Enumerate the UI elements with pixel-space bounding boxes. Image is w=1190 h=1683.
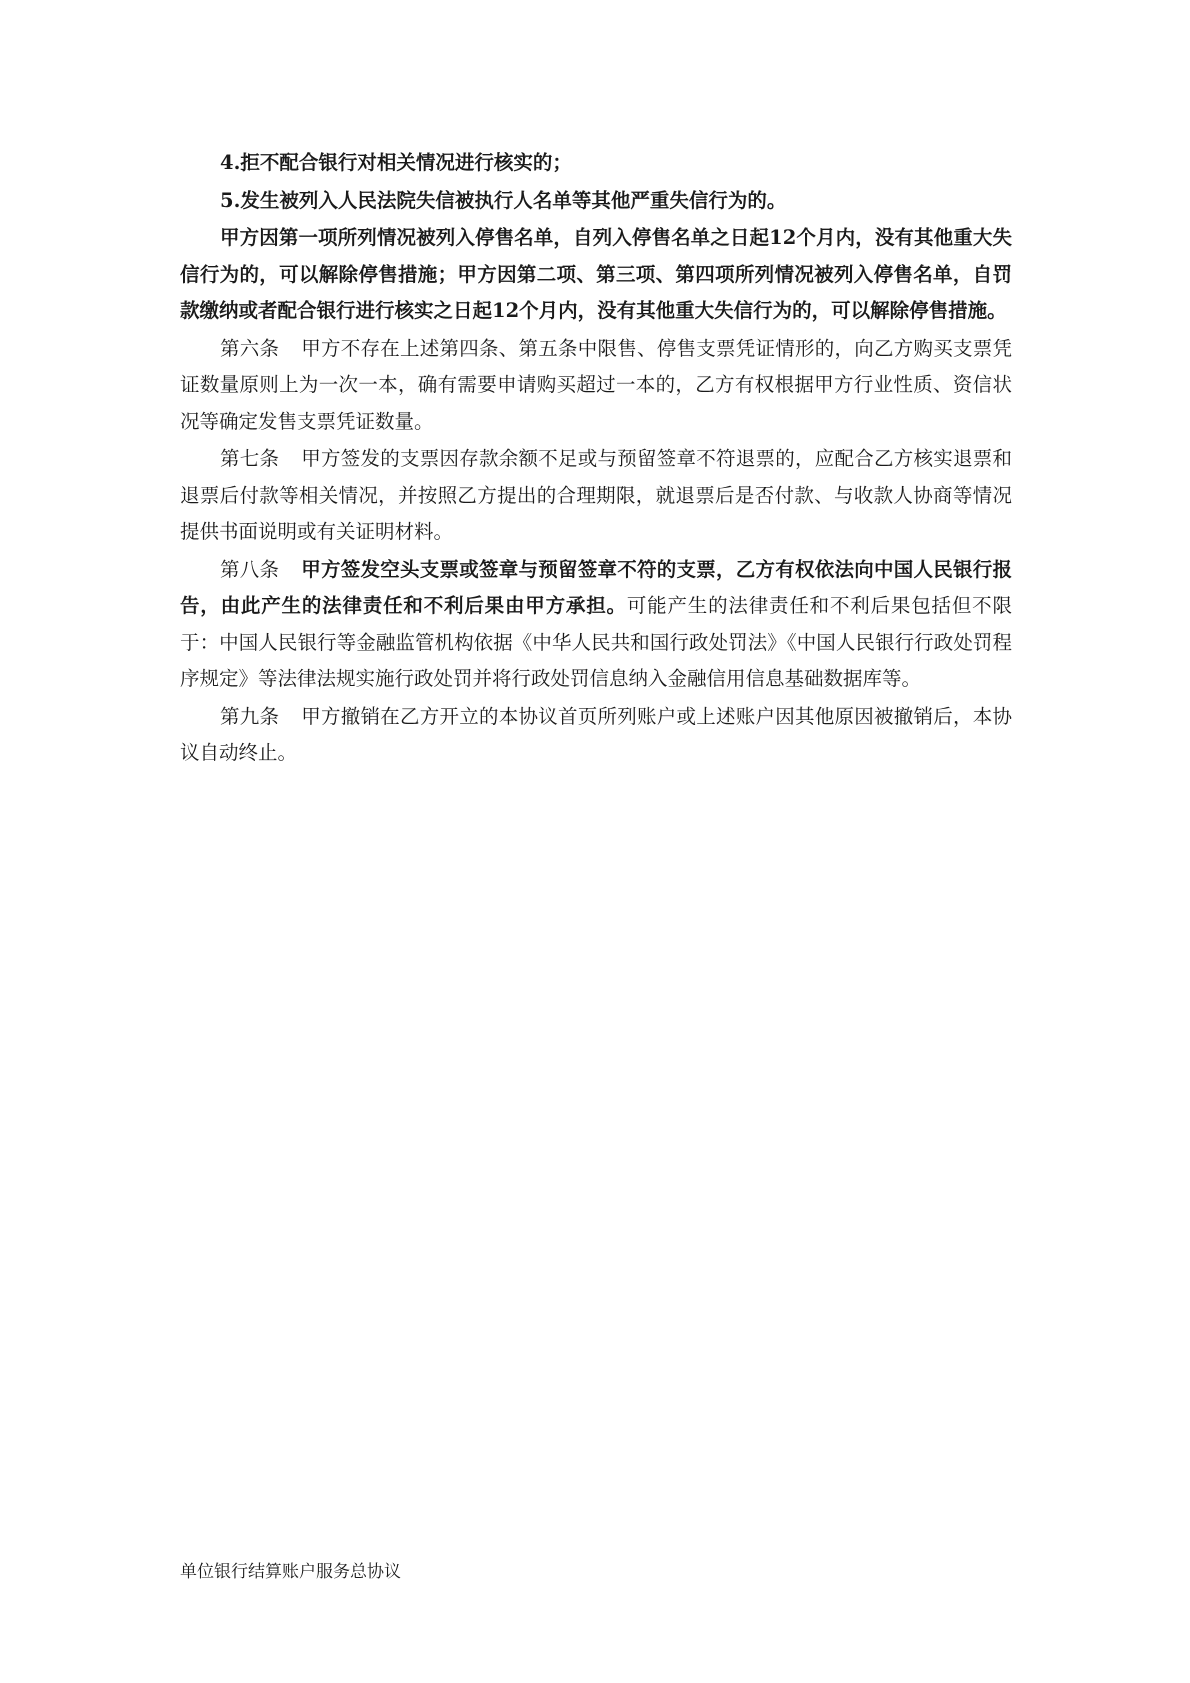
article-8 xyxy=(180,552,1012,698)
clause-item-5: 5.发生被列入人民法院失信被执行人名单等其他严重失信行为的。 xyxy=(220,188,787,212)
article-9 xyxy=(180,699,1012,772)
article-7-text: 甲方签发的支票因存款余额不足或与预留签章不符退票的，应配合乙方核实退票和退票后付款等相关情况，并按照乙方提出的合理期限，就退票后是否付款、与收款人协商等情况提供书面说明或有关证明材料。 xyxy=(180,447,1012,543)
page-footer: 单位银行结算账户服务总协议 xyxy=(180,1562,401,1582)
article-7 xyxy=(180,441,1012,551)
article-6-text: 甲方不存在上述第四条、第五条中限售、停售支票凭证情形的，向乙方购买支票凭证数量原则上为一次一本，确有需要申请购买超过一本的，乙方有权根据甲方行业性质、资信状况等确定发售支票凭证数量。 xyxy=(180,336,1012,433)
article-9-label: 第九条 xyxy=(220,704,280,728)
article-8-bold-text: 甲方签发空头支票或签章与预留签章不符的支票，乙方有权依法向中国人民银行报告，由此产生的法律责任和不利后果由甲方承担。 xyxy=(180,557,1012,617)
article-7-label: 第七条 xyxy=(220,447,280,470)
removal-paragraph: 甲方因第一项所列情况被列入停售名单，自列入停售名单之日起12个月内，没有其他重大失信行为的，可以解除停售措施；甲方因第二项、第三项、第四项所列情况被列入停售名单，自罚款缴纳或者配合银行进行核实之日起12个月内，没有其他重大失信行为的，可以解除停售措施。 xyxy=(180,226,1012,322)
article-8-text: 可能产生的法律责任和不利后果包括但不限于：中国人民银行等金融监管机构依据《中华人民共和国行政处罚法》《中国人民银行行政处罚程序规定》等法律法规实施行政处罚并将行政处罚信息纳入金融信用信息基础数据库等。 xyxy=(180,594,1012,690)
article-6 xyxy=(180,331,1012,441)
clause-item-4: 4.拒不配合银行对相关情况进行核实的； xyxy=(220,151,572,174)
document-body xyxy=(180,145,1012,772)
article-6-label: 第六条 xyxy=(220,336,280,360)
article-8-label: 第八条 xyxy=(220,557,280,581)
article-9-text: 甲方撤销在乙方开立的本协议首页所列账户或上述账户因其他原因被撤销后，本协议自动终止。 xyxy=(180,704,1012,764)
